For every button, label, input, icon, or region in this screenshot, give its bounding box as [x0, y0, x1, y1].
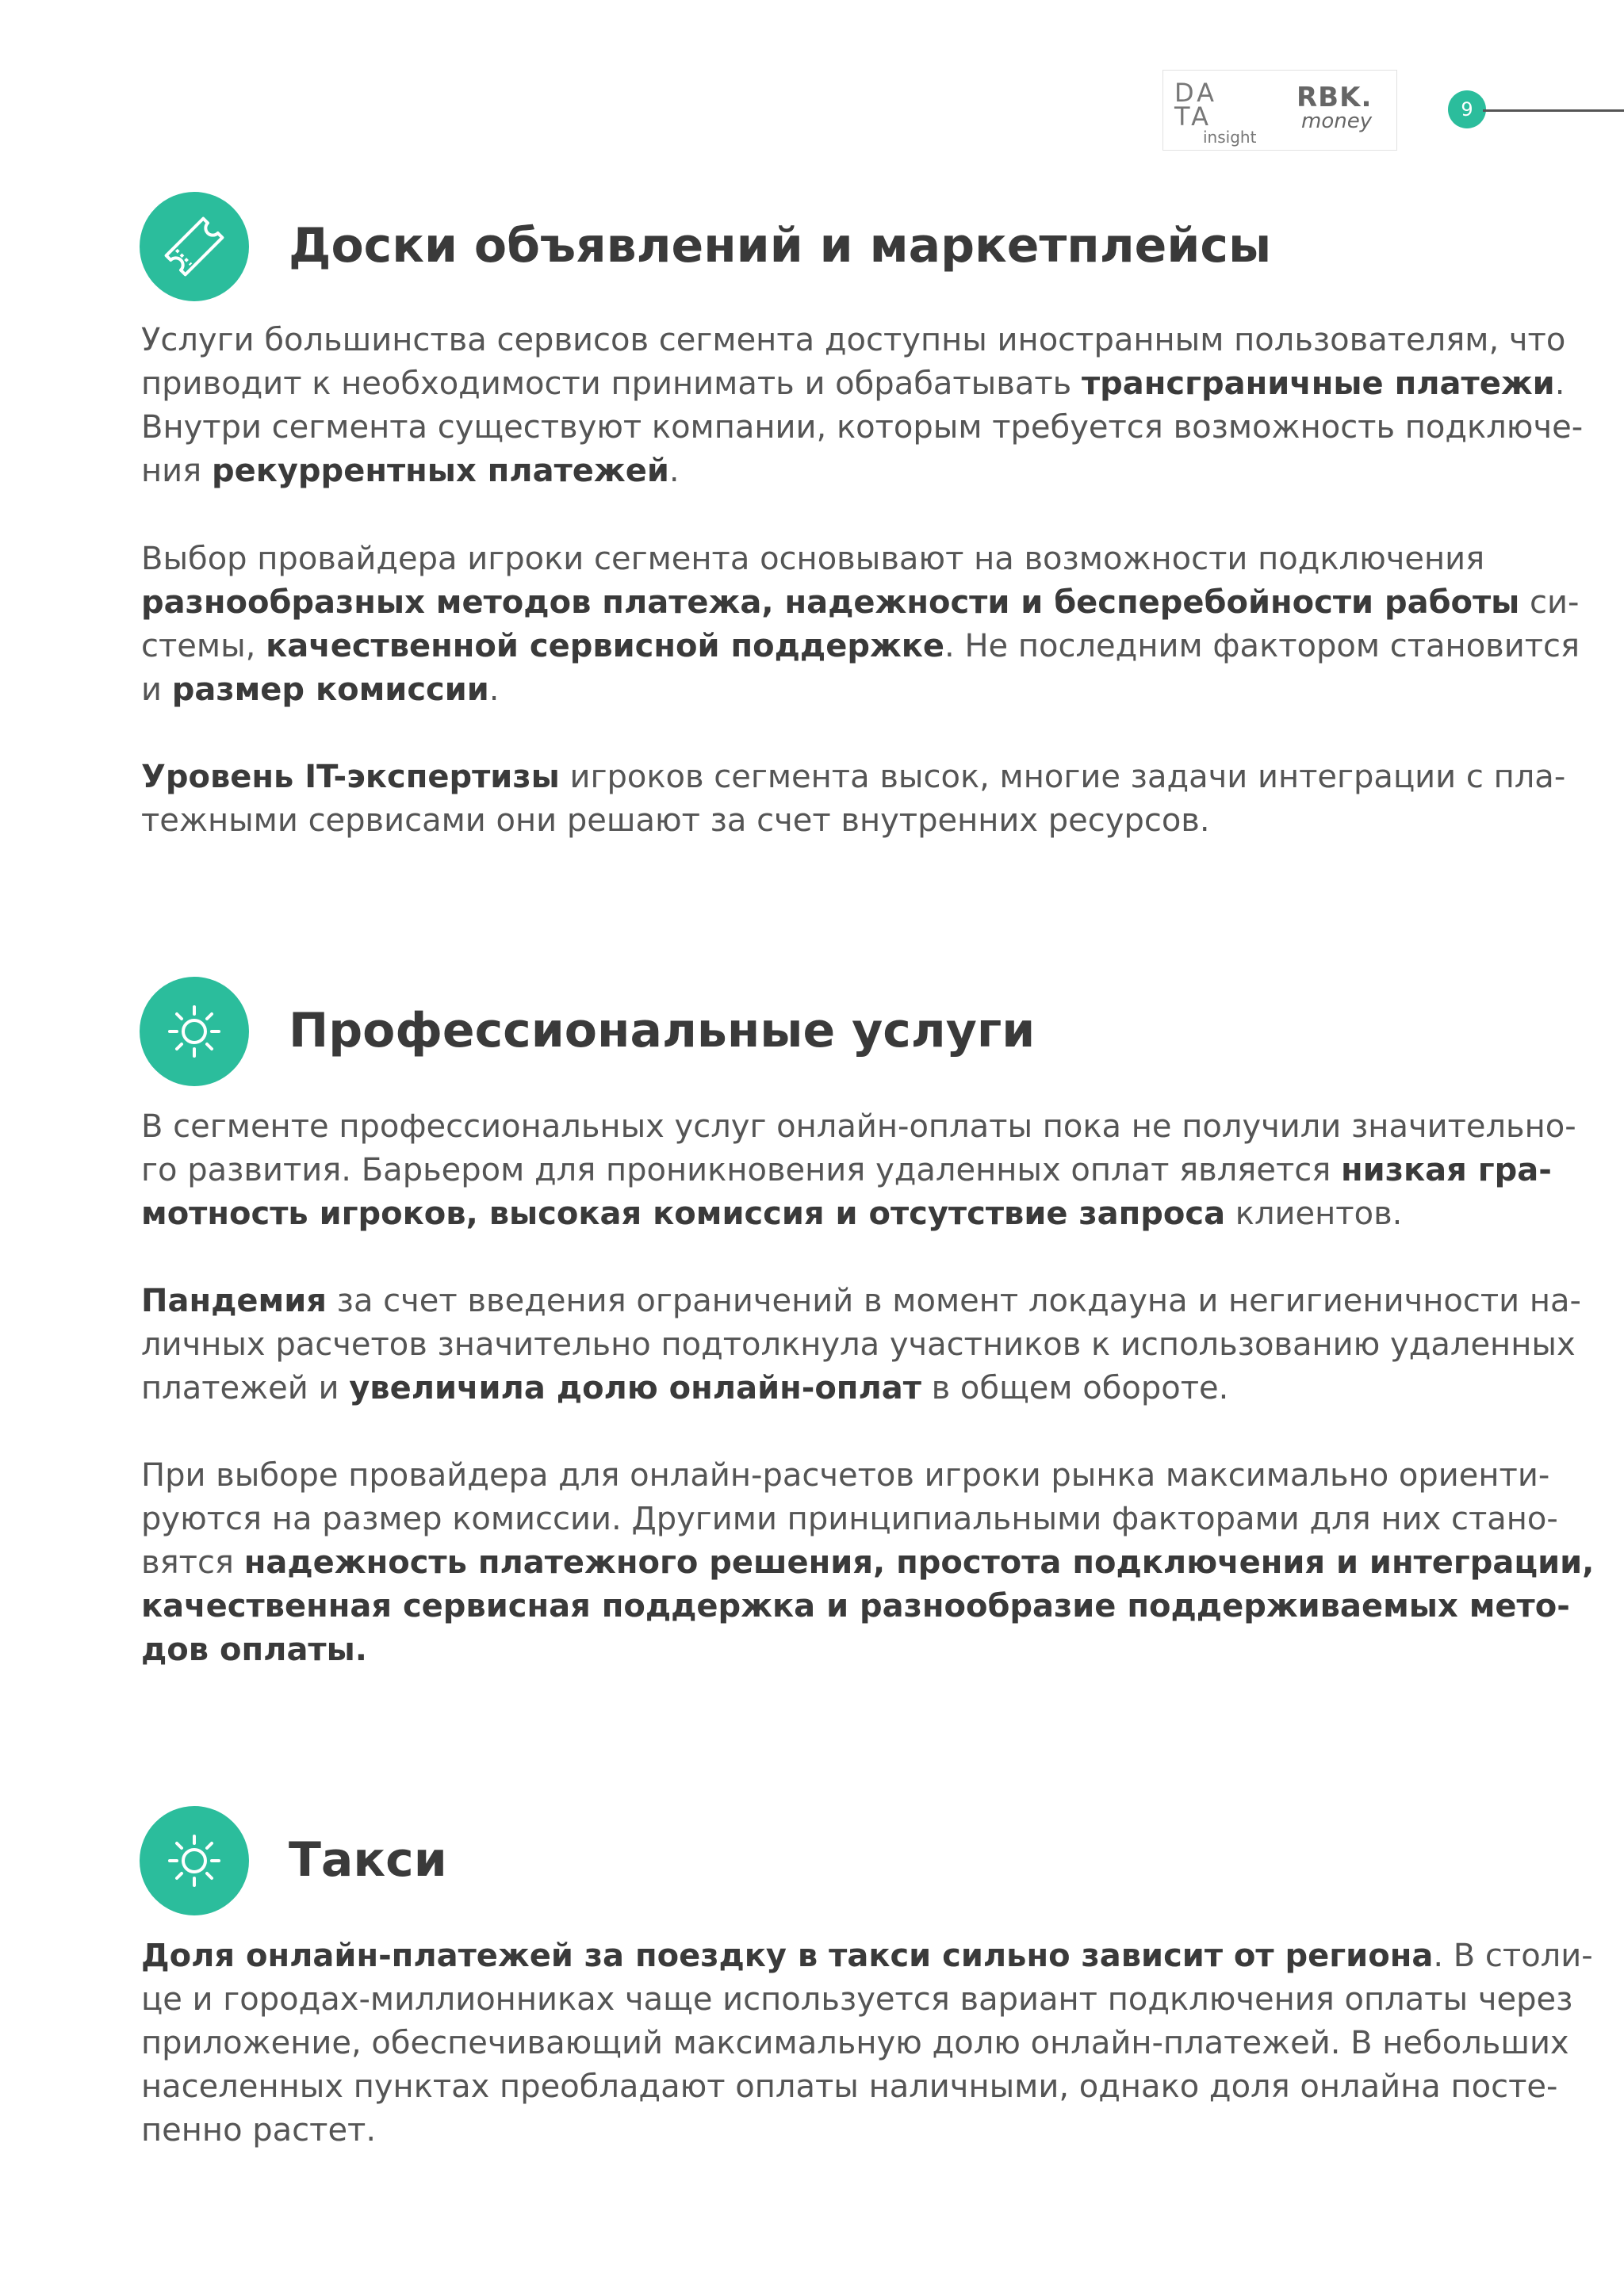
paragraph	[141, 1105, 1576, 1236]
bold-text: разнообразных методов платежа, надежности и бесперебойности работы	[141, 584, 1520, 621]
bold-text: увеличила долю онлайн-оплат	[349, 1370, 921, 1406]
text-run: В сегменте профессиональных услуг онлайн-оплаты пока не получили значительно-	[141, 1108, 1576, 1145]
text-run: .	[1554, 365, 1565, 402]
paragraph-line	[141, 581, 1580, 625]
partner-logos	[1162, 70, 1397, 151]
paragraph-line	[141, 668, 1489, 712]
text-run: . Не последним фактором становится	[944, 628, 1580, 664]
logo-line: TA	[1174, 101, 1212, 132]
text-run: и	[141, 672, 172, 708]
section-title: Профессиональные услуги	[289, 1003, 1036, 1058]
text-run: пенно растет.	[141, 2112, 377, 2149]
text-run: стемы,	[141, 628, 266, 664]
text-run: приводит к необходимости принимать и обрабатывать	[141, 365, 1082, 402]
paragraph	[141, 1934, 1593, 2152]
text-run: це и городах-миллионниках чаще используется вариант подключения оплаты через	[141, 1981, 1573, 2018]
paragraph-line	[141, 756, 1566, 799]
text-run: населенных пунктах преобладают оплаты наличными, однако доля онлайна посте-	[141, 2068, 1558, 2105]
paragraph-line	[141, 450, 1489, 493]
bold-text: качественная сервисная поддержка и разнообразие поддерживаемых мето-	[141, 1588, 1570, 1624]
paragraph-line	[141, 1149, 1552, 1192]
bold-text: рекуррентных платежей	[211, 453, 669, 489]
bold-text: качественной сервисной поддержке	[266, 628, 945, 664]
paragraph-line	[141, 1585, 1570, 1628]
ticket-icon	[140, 192, 249, 301]
header-rule	[1483, 109, 1624, 112]
paragraph	[141, 319, 1584, 493]
paragraph-line	[141, 625, 1580, 668]
sun-icon	[140, 1806, 249, 1915]
paragraph-line	[141, 799, 1489, 843]
bold-text: Пандемия	[141, 1283, 327, 1319]
paragraph-line	[141, 1192, 1489, 1236]
paragraph-line	[141, 1978, 1573, 2022]
text-run: . В столи-	[1433, 1938, 1593, 1974]
text-run: личных расчетов значительно подтолкнула участников к использованию удаленных	[141, 1326, 1576, 1363]
paragraph-line	[141, 1934, 1593, 1978]
text-run: .	[488, 672, 500, 708]
bold-text: Доля онлайн-платежей за поездку в такси сильно зависит от региона	[141, 1938, 1434, 1974]
page-number: 9	[1448, 90, 1486, 128]
text-run: При выборе провайдера для онлайн-расчетов игроки рынка максимально ориенти-	[141, 1457, 1550, 1494]
paragraph-line	[141, 319, 1566, 362]
text-run: игроков сегмента высок, многие задачи интеграции с пла-	[559, 759, 1566, 795]
section-title: Доски объявлений и маркетплейсы	[289, 218, 1272, 274]
paragraph	[141, 538, 1580, 712]
text-run: руются на размер комиссии. Другими принципиальными факторами для них стано-	[141, 1501, 1558, 1537]
text-run: приложение, обеспечивающий максимальную долю онлайн-платежей. В небольших	[141, 2025, 1569, 2061]
paragraph	[141, 1454, 1595, 1672]
logo-line: DA	[1174, 78, 1217, 108]
section-title: Такси	[289, 1832, 447, 1888]
bold-text: дов оплаты.	[141, 1632, 367, 1668]
bold-text: надежность платежного решения, простота подключения и интеграции,	[243, 1544, 1595, 1581]
text-run: го развития. Барьером для проникновения удаленных оплат является	[141, 1152, 1342, 1188]
text-run: си-	[1519, 584, 1580, 621]
paragraph-line	[141, 538, 1489, 581]
text-run: клиентов.	[1225, 1196, 1403, 1232]
data-insight-logo	[1168, 74, 1271, 147]
paragraph-line	[141, 2109, 1489, 2152]
text-run: вятся	[141, 1544, 244, 1581]
text-run: Услуги большинства сервисов сегмента доступны иностранным пользователям, что	[141, 322, 1566, 358]
logo-line: RBK.	[1297, 82, 1373, 113]
text-run: Выбор провайдера игроки сегмента основывают на возможности подключения	[141, 541, 1485, 577]
text-run: платежей и	[141, 1370, 350, 1406]
paragraph-line	[141, 1454, 1550, 1498]
sun-icon	[140, 977, 249, 1086]
logo-line: insight	[1203, 128, 1257, 147]
paragraph-line	[141, 1280, 1581, 1323]
bold-text: низкая гра-	[1341, 1152, 1552, 1188]
paragraph-line	[141, 2065, 1558, 2109]
paragraph-line	[141, 406, 1584, 450]
bold-text: трансграничные платежи	[1081, 365, 1555, 402]
text-run: за счет введения ограничений в момент локдауна и негигиеничности на-	[326, 1283, 1581, 1319]
bold-text: мотность игроков, высокая комиссия и отсутствие запроса	[141, 1196, 1226, 1232]
paragraph	[141, 1280, 1581, 1410]
paragraph-line	[141, 1498, 1558, 1541]
text-run: .	[668, 453, 680, 489]
text-run: ния	[141, 453, 212, 489]
paragraph-line	[141, 1105, 1576, 1149]
paragraph-line	[141, 1323, 1576, 1367]
paragraph-line	[141, 1367, 1489, 1410]
logo-line: money	[1301, 109, 1373, 133]
rbk-money-logo	[1297, 83, 1392, 139]
bold-text: Уровень IT-экспертизы	[141, 759, 560, 795]
paragraph-line	[141, 362, 1565, 406]
paragraph	[141, 756, 1566, 843]
text-run: тежными сервисами они решают за счет внутренних ресурсов.	[141, 802, 1210, 839]
text-run: Внутри сегмента существуют компании, которым требуется возможность подключе-	[141, 409, 1584, 446]
text-run: в общем обороте.	[921, 1370, 1229, 1406]
bold-text: размер комиссии	[171, 672, 489, 708]
paragraph-line	[141, 1628, 1489, 1672]
paragraph-line	[141, 2022, 1569, 2065]
paragraph-line	[141, 1541, 1595, 1585]
